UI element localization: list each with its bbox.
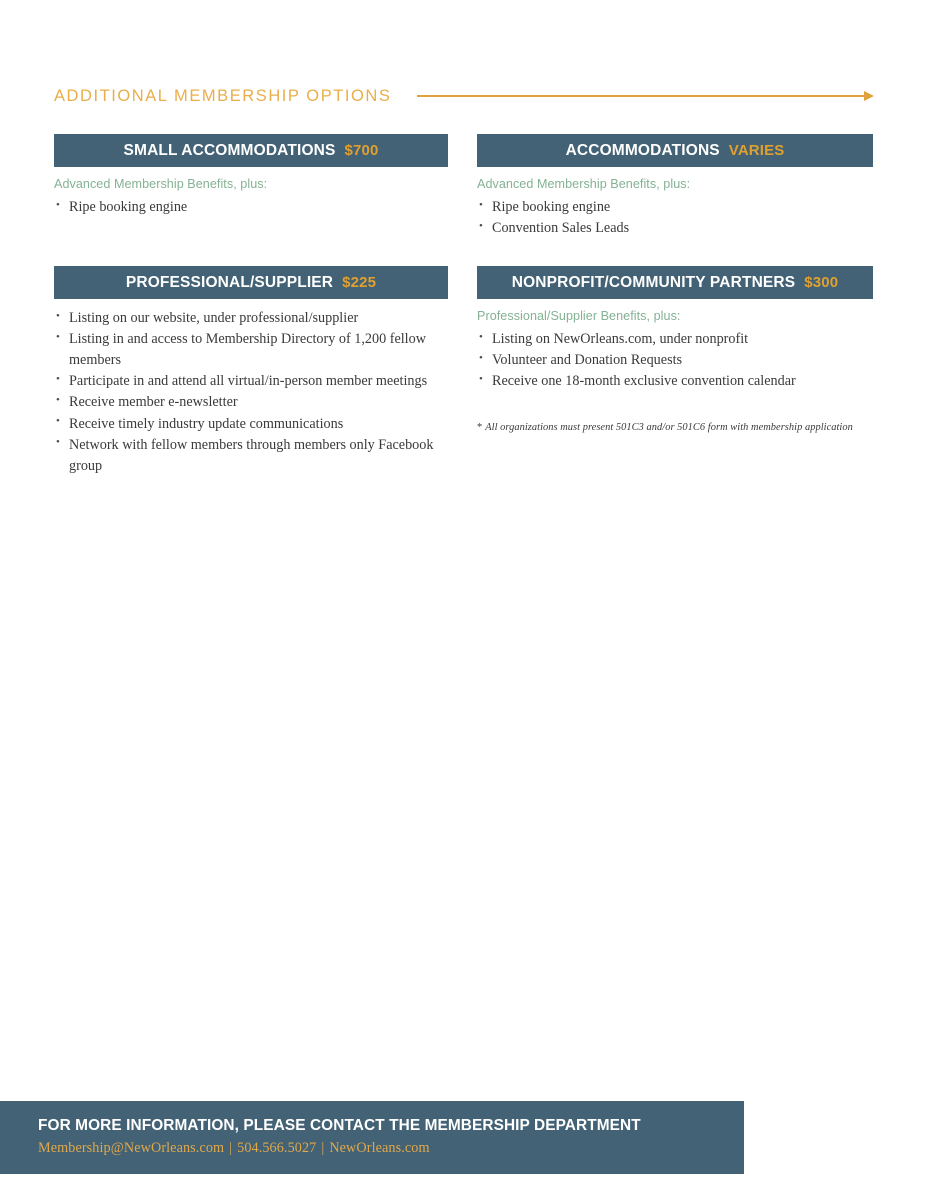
page-title: ADDITIONAL MEMBERSHIP OPTIONS	[54, 86, 392, 105]
list-item: • Volunteer and Donation Requests	[477, 350, 873, 371]
rule-line	[417, 95, 865, 97]
benefits-list	[54, 197, 448, 218]
list-item: • Convention Sales Leads	[477, 218, 873, 239]
list-item: • Receive timely industry update communications	[54, 414, 448, 435]
footer-bar	[0, 1101, 744, 1174]
card-small-accommodations	[54, 134, 448, 218]
card-prefix-note: Advanced Membership Benefits, plus:	[54, 177, 268, 191]
card-title: NONPROFIT/COMMUNITY PARTNERS	[511, 273, 796, 291]
footer-website-link[interactable]: NewOrleans.com	[329, 1140, 430, 1157]
footer-separator: |	[229, 1140, 233, 1157]
card-nonprofit-community-partners	[477, 266, 873, 435]
list-item: • Listing on our website, under professional/supplier	[54, 308, 448, 329]
card-accommodations	[477, 134, 873, 239]
benefits-list	[477, 197, 873, 239]
list-item: • Listing on NewOrleans.com, under nonprofit	[477, 329, 873, 350]
footer-contact-line	[38, 1140, 744, 1157]
card-professional-supplier	[54, 266, 448, 477]
list-item: • Network with fellow members through members only Facebook group	[54, 435, 448, 476]
section-heading	[54, 82, 874, 110]
card-prefix-note: Professional/Supplier Benefits, plus:	[477, 309, 681, 323]
list-item: • Participate in and attend all virtual/in-person member meetings	[54, 371, 448, 392]
footnote-asterisk: *	[477, 422, 483, 434]
arrow-right-icon	[864, 91, 874, 101]
list-item: • Receive one 18-month exclusive convention calendar	[477, 371, 873, 392]
card-price: $700	[344, 142, 379, 159]
card-header	[54, 134, 448, 167]
footer-heading: FOR MORE INFORMATION, PLEASE CONTACT THE MEMBERSHIP DEPARTMENT	[38, 1117, 641, 1134]
card-title: ACCOMMODATIONS	[565, 141, 720, 159]
card-body	[477, 299, 873, 435]
card-prefix-note: Advanced Membership Benefits, plus:	[477, 177, 691, 191]
footer-phone-link[interactable]: 504.566.5027	[237, 1140, 317, 1157]
card-body	[54, 167, 448, 218]
card-header	[477, 266, 873, 299]
list-item: • Listing in and access to Membership Directory of 1,200 fellow members	[54, 329, 448, 370]
list-item: • Ripe booking engine	[54, 197, 448, 218]
benefits-list	[54, 308, 448, 476]
footer-separator: |	[321, 1140, 325, 1157]
card-title: PROFESSIONAL/SUPPLIER	[125, 273, 334, 291]
footnote-text: All organizations must present 501C3 and/or 501C6 form with membership application	[485, 422, 853, 434]
card-header	[477, 134, 873, 167]
list-item: • Ripe booking engine	[477, 197, 873, 218]
card-price: $300	[804, 274, 839, 291]
footer-email-link[interactable]: Membership@NewOrleans.com	[38, 1140, 225, 1157]
heading-rule	[417, 90, 874, 102]
card-header	[54, 266, 448, 299]
card-price: VARIES	[728, 142, 785, 159]
list-item: • Receive member e-newsletter	[54, 392, 448, 413]
benefits-list	[477, 329, 873, 392]
card-body	[54, 299, 448, 476]
card-price: $225	[342, 274, 377, 291]
card-title: SMALL ACCOMMODATIONS	[123, 141, 336, 159]
card-body	[477, 167, 873, 239]
footnote	[477, 421, 873, 435]
